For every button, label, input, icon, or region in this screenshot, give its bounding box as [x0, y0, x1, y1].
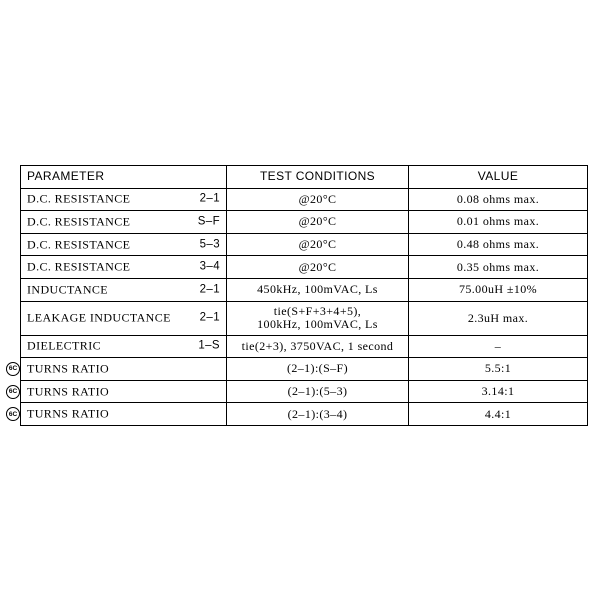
table-row: [21, 403, 588, 426]
parameter-cell: [8, 358, 227, 381]
parameter-name: DIELECTRIC: [27, 338, 101, 353]
parameter-cell: [8, 403, 227, 426]
parameter-name: D.C. RESISTANCE: [27, 214, 131, 229]
parameter-name: LEAKAGE INDUCTANCE: [27, 310, 171, 325]
parameter-name: TURNS RATIO: [27, 406, 110, 421]
test-condition-line-1: tie(S+F+3+4+5),: [273, 304, 362, 319]
table-row: [21, 301, 588, 335]
test-condition-cell: (2–1):(3–4): [227, 403, 409, 426]
test-condition-cell: @20°C: [227, 188, 409, 211]
header-parameter: PARAMETER: [21, 166, 227, 189]
test-condition-cell: @20°C: [227, 233, 409, 256]
table-row: [21, 358, 588, 381]
parameter-name: D.C. RESISTANCE: [27, 191, 131, 206]
test-condition-cell: (2–1):(S–F): [227, 358, 409, 381]
table-header-row: [21, 166, 588, 189]
test-condition-line-2: 100kHz, 100mVAC, Ls: [257, 317, 378, 332]
test-condition-cell: tie(2+3), 3750VAC, 1 second: [227, 335, 409, 358]
value-cell: 0.01 ohms max.: [409, 211, 588, 234]
table-row: [21, 278, 588, 301]
pin-label: 3–4: [199, 260, 220, 273]
table-row: [21, 233, 588, 256]
header-test-conditions: TEST CONDITIONS: [227, 166, 409, 189]
parameter-name: D.C. RESISTANCE: [27, 259, 131, 274]
revision-bubble-icon: 6C: [6, 407, 20, 421]
test-condition-cell: @20°C: [227, 256, 409, 279]
parameter-name: INDUCTANCE: [27, 282, 109, 297]
parameter-cell: [21, 233, 227, 256]
value-cell: 4.4:1: [409, 403, 588, 426]
value-cell: 3.14:1: [409, 380, 588, 403]
pin-label: 1–S: [198, 339, 220, 352]
value-cell: 75.00uH ±10%: [409, 278, 588, 301]
table-row: [21, 256, 588, 279]
parameter-name: TURNS RATIO: [27, 384, 110, 399]
pin-label: S–F: [197, 215, 220, 228]
test-condition-cell: (2–1):(5–3): [227, 380, 409, 403]
header-value: VALUE: [409, 166, 588, 189]
revision-bubble-icon: 6C: [6, 362, 20, 376]
test-condition-cell: [227, 301, 409, 335]
table-row: [21, 380, 588, 403]
spec-sheet: [8, 165, 588, 426]
table-row: [21, 211, 588, 234]
parameter-cell: [21, 211, 227, 234]
pin-label: 2–1: [199, 311, 220, 324]
value-cell: 0.35 ohms max.: [409, 256, 588, 279]
pin-label: 2–1: [199, 192, 220, 205]
revision-bubble-icon: 6C: [6, 385, 20, 399]
electrical-spec-table: [8, 165, 588, 426]
value-cell: 2.3uH max.: [409, 301, 588, 335]
table-row: [21, 188, 588, 211]
parameter-cell: [21, 301, 227, 335]
value-cell: 0.48 ohms max.: [409, 233, 588, 256]
parameter-cell: [21, 256, 227, 279]
test-condition-cell: 450kHz, 100mVAC, Ls: [227, 278, 409, 301]
parameter-name: D.C. RESISTANCE: [27, 237, 131, 252]
parameter-name: TURNS RATIO: [27, 361, 110, 376]
test-condition-cell: @20°C: [227, 211, 409, 234]
parameter-cell: [21, 278, 227, 301]
value-cell: 0.08 ohms max.: [409, 188, 588, 211]
table-row: [21, 335, 588, 358]
parameter-cell: [21, 335, 227, 358]
parameter-cell: [21, 188, 227, 211]
value-cell: 5.5:1: [409, 358, 588, 381]
pin-label: 5–3: [199, 238, 220, 251]
parameter-cell: [8, 380, 227, 403]
value-cell: –: [409, 335, 588, 358]
pin-label: 2–1: [199, 283, 220, 296]
